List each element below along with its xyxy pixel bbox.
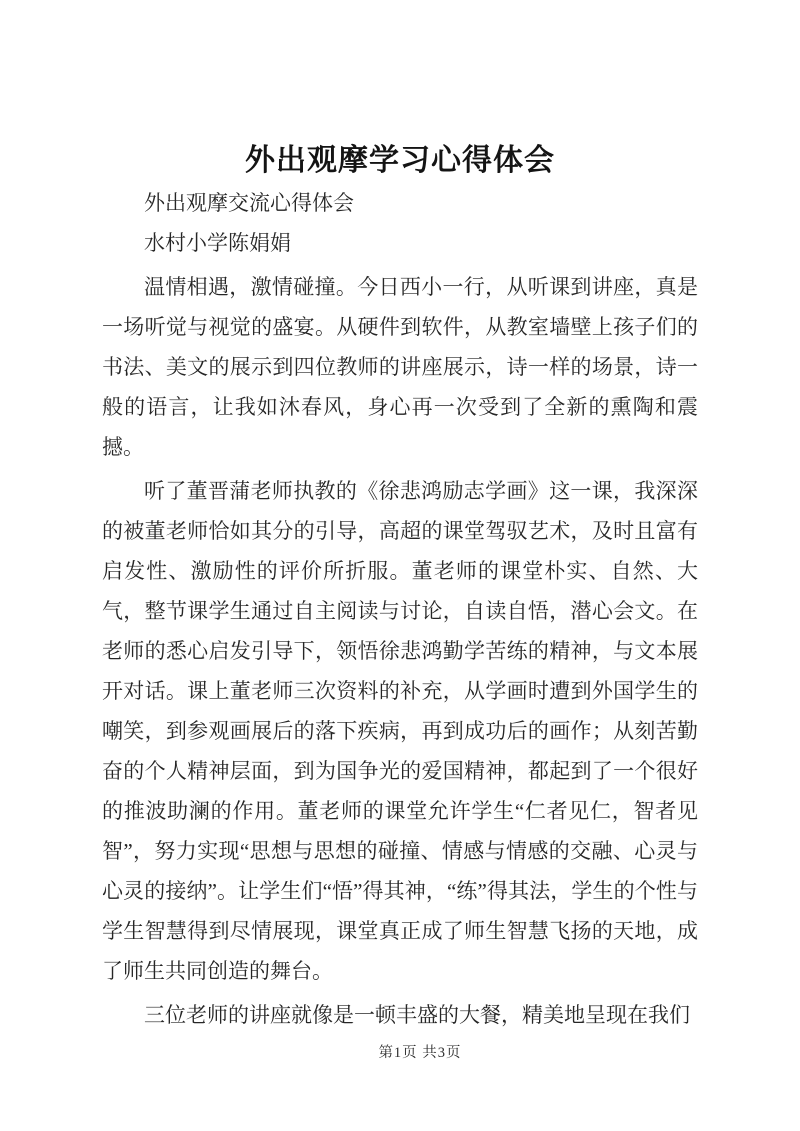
document-title — [102, 139, 698, 183]
paragraph-author: 水村小学陈娟娟 — [144, 231, 291, 255]
paragraph-body-1: 温情相遇，激情碰撞。今日西小一行，从听课到讲座，真是一场听觉与视觉的盛宴。从硬件到软件，从教室墙壁上孩子们的书法、美文的展示到四位教师的讲座展示，诗一样的场景，诗一般的语言，让我如沐春风，身心再一次受到了全新的熏陶和震撼。 — [102, 275, 698, 459]
paragraph-body-2: 听了董晋蒲老师执教的《徐悲鸿励志学画》这一课，我深深的被董老师恰如其分的引导，高超的课堂驾驭艺术，及时且富有启发性、激励性的评价所折服。董老师的课堂朴实、自然、大气，整节课学生通过自主阅读与讨论，自读自悟，潜心会文。在老师的悉心启发引导下，领悟徐悲鸿勤学苦练的精神，与文本展开对话。课上董老师三次资料的补充，从学画时遭到外国学生的嘲笑，到参观画展后的落下疾病，再到成功后的画作；从刻苦勤奋的个人精神层面，到为国争光的爱国精神，都起到了一个很好的推波助澜的作用。董老师的课堂允许学生“仁者见仁，智者见智”，努力实现“思想与思想的碰撞、情感与情感的交融、心灵与心灵的接纳”。让学生们“悟”得其神，“练”得其法，学生的个性与学生智慧得到尽情展现，课堂真正成了师生智慧飞扬的天地，成了师生共同创造的舞台。 — [102, 479, 698, 983]
document-title-text: 外出观摩学习心得体会 — [245, 144, 555, 177]
page-number-footer: 第1页 共3页 — [378, 1045, 462, 1061]
paragraph-subtitle: 外出观摩交流心得体会 — [144, 191, 354, 215]
paragraph-body-3: 三位老师的讲座就像是一顿丰盛的大餐，精美地呈现在我们 — [144, 1003, 690, 1027]
